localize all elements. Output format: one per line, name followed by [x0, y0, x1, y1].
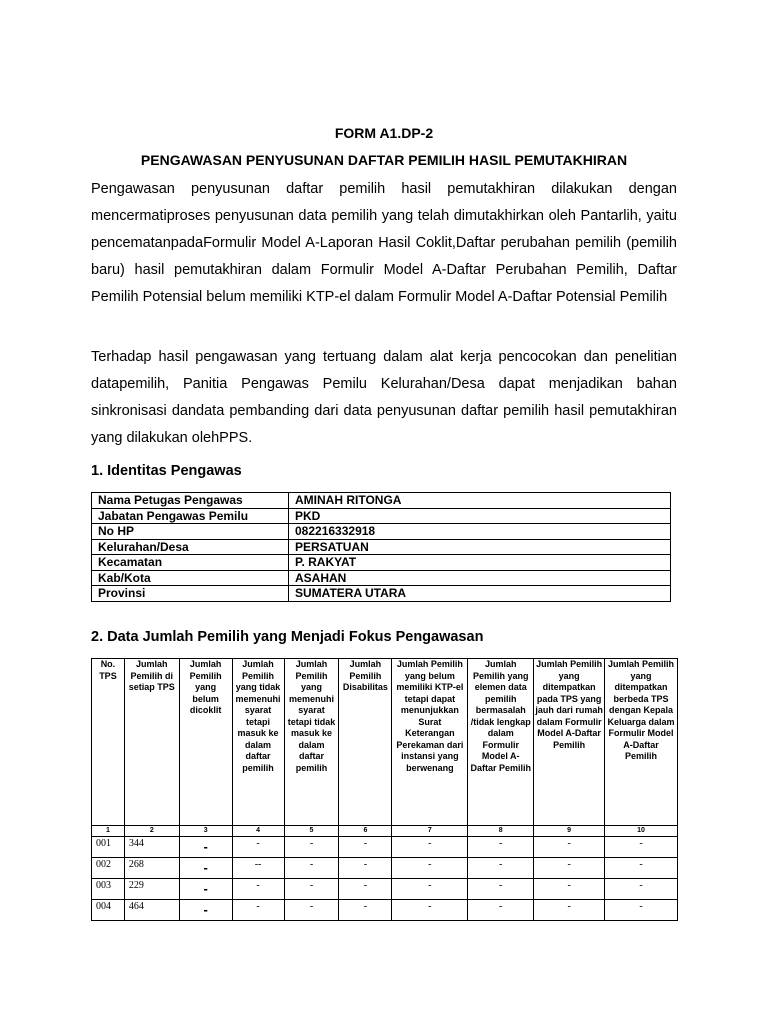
table-row: [92, 508, 671, 524]
cell-value: 344: [124, 837, 179, 858]
cell-value: -: [534, 900, 605, 921]
column-header: Jumlah Pemilih yang tidak memenuhi syarat tetapi masuk ke dalam daftar pemilih: [232, 659, 284, 826]
column-header: No. TPS: [92, 659, 125, 826]
identity-value: P. RAKYAT: [289, 555, 671, 571]
form-subtitle: PENGAWASAN PENYUSUNAN DAFTAR PEMILIH HASIL PEMUTAKHIRAN: [140, 152, 628, 168]
identity-table: [91, 492, 671, 602]
section-identitas-heading: 1. Identitas Pengawas: [91, 463, 242, 479]
identity-value: ASAHAN: [289, 570, 671, 586]
column-number: 7: [392, 826, 468, 837]
identity-label: Kecamatan: [92, 555, 289, 571]
column-header: Jumlah Pemilih di setiap TPS: [124, 659, 179, 826]
cell-value: -: [339, 879, 392, 900]
identity-value: PKD: [289, 508, 671, 524]
cell-value: -: [468, 837, 534, 858]
header-row: [92, 659, 678, 826]
column-number: 1: [92, 826, 125, 837]
cell-value: -: [468, 900, 534, 921]
cell-value: -: [179, 837, 232, 858]
column-header: Jumlah Pemilih Disabilitas: [339, 659, 392, 826]
cell-value: -: [284, 879, 339, 900]
identity-label: Kab/Kota: [92, 570, 289, 586]
cell-tps: 003: [92, 879, 125, 900]
cell-value: -: [232, 900, 284, 921]
column-number: 5: [284, 826, 339, 837]
table-row: [92, 586, 671, 602]
voter-data-table: [91, 658, 678, 921]
identity-label: Jabatan Pengawas Pemilu: [92, 508, 289, 524]
cell-value: 229: [124, 879, 179, 900]
table-row: [92, 493, 671, 509]
identity-value: 082216332918: [289, 524, 671, 540]
cell-tps: 001: [92, 837, 125, 858]
cell-value: -: [339, 900, 392, 921]
identity-label: Kelurahan/Desa: [92, 539, 289, 555]
identity-value: AMINAH RITONGA: [289, 493, 671, 509]
column-number: 8: [468, 826, 534, 837]
identity-label: No HP: [92, 524, 289, 540]
cell-value: -: [605, 900, 678, 921]
cell-value: -: [468, 879, 534, 900]
cell-value: -: [392, 858, 468, 879]
column-header: Jumlah Pemilih yang belum dicoklit: [179, 659, 232, 826]
cell-value: -: [179, 900, 232, 921]
form-title: FORM A1.DP-2: [334, 125, 434, 141]
column-number-row: [92, 826, 678, 837]
cell-value: -: [339, 858, 392, 879]
column-number: 3: [179, 826, 232, 837]
cell-tps: 004: [92, 900, 125, 921]
cell-value: -: [339, 837, 392, 858]
section-data-heading: 2. Data Jumlah Pemilih yang Menjadi Fokus Pengawasan: [91, 629, 484, 645]
cell-value: -: [605, 858, 678, 879]
cell-value: -: [232, 837, 284, 858]
second-paragraph: Terhadap hasil pengawasan yang tertuang dalam alat kerja pencocokan dan penelitian datapemilih, Panitia Pengawas Pemilu Kelurahan/Desa dapat menjadikan bahan sinkronisasi dandata pembanding dari data penyusunan daftar pemilih hasil pemutakhiran yang dilakukan olehPPS.: [91, 349, 677, 446]
cell-value: -: [179, 858, 232, 879]
table-row: [92, 879, 678, 900]
cell-value: -: [534, 858, 605, 879]
column-header: Jumlah Pemilih yang ditempatkan berbeda TPS dengan Kepala Keluarga dalam Formulir Model A-Daftar Pemilih: [605, 659, 678, 826]
table-row: [92, 900, 678, 921]
cell-value: -: [468, 858, 534, 879]
cell-value: -: [392, 879, 468, 900]
table-row: [92, 837, 678, 858]
column-header: Jumlah Pemilih yang memenuhi syarat tetapi tidak masuk ke dalam daftar pemilih: [284, 659, 339, 826]
column-number: 6: [339, 826, 392, 837]
cell-value: --: [232, 858, 284, 879]
cell-value: -: [179, 879, 232, 900]
column-header: Jumlah Pemilih yang ditempatkan pada TPS yang jauh dari rumah dalam Formulir Model A-Daftar Pemilih: [534, 659, 605, 826]
column-number: 4: [232, 826, 284, 837]
cell-value: -: [392, 837, 468, 858]
identity-value: SUMATERA UTARA: [289, 586, 671, 602]
cell-value: -: [232, 879, 284, 900]
cell-value: 268: [124, 858, 179, 879]
table-row: [92, 555, 671, 571]
identity-label: Provinsi: [92, 586, 289, 602]
intro-paragraph: Pengawasan penyusunan daftar pemilih hasil pemutakhiran dilakukan dengan mencermatiproses penyusunan data pemilih yang telah dimutakhirkan oleh Pantarlih, yaitu pencematanpadaFormulir Model A-Laporan Hasil Coklit,Daftar perubahan pemilih (pemilih baru) hasil pemutakhiran dalam Formulir Model A-Daftar Perubahan Pemilih, Daftar Pemilih Potensial belum memiliki KTP-el dalam Formulir Model A-Daftar Potensial Pemilih: [91, 181, 677, 305]
cell-value: -: [534, 879, 605, 900]
cell-value: -: [284, 837, 339, 858]
column-header: Jumlah Pemilih yang belum memiliki KTP-el tetapi dapat menunjukkan Surat Keterangan Perekaman dari instansi yang berwenang: [392, 659, 468, 826]
cell-value: -: [284, 900, 339, 921]
identity-value: PERSATUAN: [289, 539, 671, 555]
cell-value: 464: [124, 900, 179, 921]
column-number: 2: [124, 826, 179, 837]
cell-tps: 002: [92, 858, 125, 879]
cell-value: -: [605, 879, 678, 900]
column-number: 9: [534, 826, 605, 837]
column-number: 10: [605, 826, 678, 837]
table-row: [92, 524, 671, 540]
table-row: [92, 570, 671, 586]
cell-value: -: [534, 837, 605, 858]
table-row: [92, 539, 671, 555]
column-header: Jumlah Pemilih yang elemen data pemilih bermasalah /tidak lengkap dalam Formulir Model A-Daftar Pemilih: [468, 659, 534, 826]
identity-label: Nama Petugas Pengawas: [92, 493, 289, 509]
cell-value: -: [605, 837, 678, 858]
table-row: [92, 858, 678, 879]
cell-value: -: [392, 900, 468, 921]
cell-value: -: [284, 858, 339, 879]
